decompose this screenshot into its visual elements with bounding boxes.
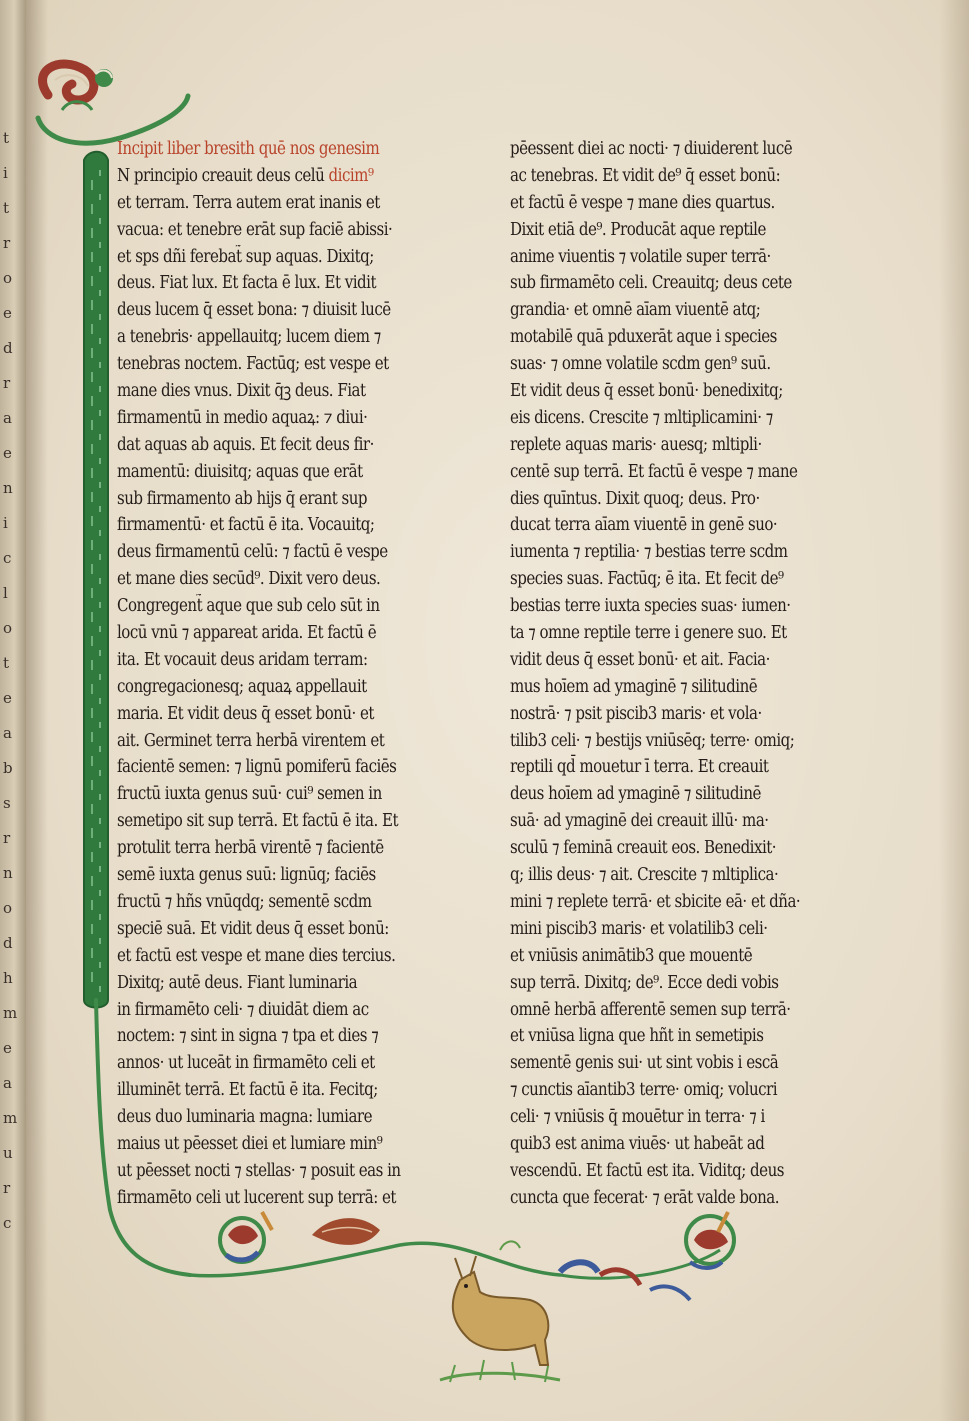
facing-page-line: c [3,550,12,566]
facing-page-line: c [3,1215,12,1231]
text-line: Dixit etiā de⁹. Producāt aque reptile [510,219,766,240]
facing-page-line: t [3,200,10,216]
line-text: deus. Fiat lux. Et facta ē lux. Et vidit [117,273,376,294]
deer-drawing [440,1241,560,1382]
text-line: species suas. Factūq; ē ita. Et fecit de⁹ [510,569,784,590]
text-line [117,459,447,486]
text-line: iumenta ⁊ reptilia· ⁊ bestias terre scdm [510,542,788,563]
text-line: vescendū. Et factū est ita. Viditq; deus [510,1160,784,1181]
text-line: sub firmamēto celi. Creauitq; deus cete [510,273,792,294]
line-text: Dixitq; autē deus. Fiant luminaria [117,972,358,993]
line-text: maius ut pēesset diei et lumiare min⁹ [117,1133,383,1154]
text-line [117,1158,447,1185]
line-text: Congregent̃ aque que sub celo sūt in [117,596,380,617]
text-line [117,136,447,163]
text-line [117,244,447,271]
text-line: reptili qd̄ mouetur ī terra. Et creauit [510,757,769,778]
text-line [117,1023,447,1050]
line-text: et factū est vespe et mane dies tercius. [117,945,396,966]
text-line [117,351,447,378]
text-line [117,1050,447,1077]
text-line: et factū ē vespe ⁊ mane dies quartus. [510,192,775,213]
line-text: maria. Et vidit deus q̄ esset bonū· et [117,703,374,724]
line-text: et sps dñi ferebat̃ sup aquas. Dixitq; [117,246,374,267]
text-line: mus hoīem ad ymaginē ⁊ silitudinē [510,676,758,697]
text-line [117,486,447,513]
bottom-flourish-right [686,1212,734,1268]
text-line [117,1077,447,1104]
text-line [117,862,447,889]
text-line: quib3 est anima viuēs· ut habeāt ad [510,1133,765,1154]
text-line [117,324,447,351]
page-edge-shadow [939,0,969,1421]
line-text: fructū iuxta genus suū· cui⁹ semen in [117,784,382,805]
top-flourish [38,64,188,143]
text-line [117,190,447,217]
text-line [117,405,447,432]
facing-page-line: s [3,795,11,811]
text-line [117,943,447,970]
facing-page-line: a [3,1075,12,1091]
line-text: fructū ⁊ hñs vnūqdq; sementē scdm [117,891,372,912]
facing-page-line: d [3,935,13,951]
line-text: a tenebris· appellauitq; lucem diem ⁊ [117,327,381,348]
text-line [117,916,447,943]
text-line [117,1185,447,1212]
text-line [117,297,447,324]
facing-page-line: e [3,305,12,321]
facing-page-line: i [3,515,8,531]
text-line [117,432,447,459]
text-line: ac tenebras. Et vidit de⁹ q̄ esset bonū: [510,165,781,186]
line-text: tenebras noctem. Factūq; est vespe et [117,354,389,375]
text-line: anime viuentis ⁊ volatile super terrā· [510,246,771,267]
text-line: sup terrā. Dixitq; de⁹. Ecce dedi vobis [510,972,779,993]
line-text: noctem: ⁊ sint in signa ⁊ tpa et dies ⁊ [117,1026,379,1047]
line-text: et mane dies secūd⁹. Dixit vero deus. [117,569,381,590]
line-text: semē iuxta genus suū: lignūq; faciēs [117,865,376,886]
facing-page-line: n [3,865,13,881]
line-text: facientē semen: ⁊ lignū pomiferū faciēs [117,757,397,778]
text-line [117,163,447,190]
facing-page-line: n [3,480,13,496]
text-line: centē sup terrā. Et factū ē vespe ⁊ mane [510,461,798,482]
line-text: in firmamēto celi· ⁊ diuidāt diem ac [117,999,369,1020]
facing-page-line: e [3,1040,12,1056]
text-line: mini piscib3 maris· et volatilib3 celi· [510,918,768,939]
text-line: dies quīntus. Dixit quoq; deus. Pro· [510,488,760,509]
text-line: grandia· et omnē aīam viuentē atq; [510,300,761,321]
line-text: speciē suā. Et vidit deus q̄ esset bonū: [117,918,389,939]
line-text: annos· ut luceāt in firmamēto celi et [117,1053,375,1074]
text-line: motabilē quā pduxerāt aque i species [510,327,777,348]
line-text: firmamēto celi ut lucerent sup terrā: et [117,1187,396,1208]
text-line: ta ⁊ omne reptile terre i genere suo. Et [510,623,787,644]
facing-page-line: a [3,410,12,426]
text-line: et vniūsis animātib3 que mouentē [510,945,753,966]
text-line: omnē herbā afferentē semen sup terrā· [510,999,791,1020]
text-line [117,270,447,297]
facing-page-line: e [3,690,12,706]
facing-page-line: e [3,445,12,461]
facing-page-edge [0,0,26,1421]
facing-page-line: l [3,585,8,601]
text-line: nostrā· ⁊ psit piscib3 maris· et vola· [510,703,762,724]
line-text: deus firmamentū celū: ⁊ factū ē vespe [117,542,388,563]
facing-page-line: o [3,620,13,636]
text-line: cuncta que fecerat· ⁊ erāt valde bona. [510,1187,779,1208]
text-line: celi· ⁊ vniūsis q̄ mouētur in terra· ⁊ i [510,1107,765,1128]
line-text: dat aquas ab aquis. Et fecit deus fir· [117,434,374,455]
text-line: ducat terra aīam viuentē in genē suo· [510,515,778,536]
facing-page-line: t [3,655,10,671]
text-line: mini ⁊ replete terrā· et sbicite eā· et dña· [510,891,801,912]
facing-page-line: o [3,900,13,916]
line-text: deus duo luminaria magna: lumiare [117,1107,372,1128]
text-line [117,539,447,566]
text-line [117,674,447,701]
text-line: tilib3 celi· ⁊ bestijs vniūsēq; terre· omiq; [510,730,795,751]
bottom-flourish-center [560,1262,690,1300]
line-text: protulit terra herbā virentē ⁊ facientē [117,838,384,859]
facing-page-line: o [3,270,13,286]
facing-page-line: d [3,340,13,356]
facing-page-line: a [3,725,12,741]
facing-page-line: r [3,235,11,251]
text-line [117,754,447,781]
line-text: congregacionesq; aquaꝝ appellauit [117,676,367,697]
line-text: ait. Germinet terra herbā virentem et [117,730,385,751]
text-line [117,970,447,997]
facing-page-line: u [3,1145,13,1161]
text-line: Et vidit deus q̄ esset bonū· benedixitq; [510,381,783,402]
line-text: deus lucem q̄ esset bona: ⁊ diuisit lucē [117,300,391,321]
line-text: mane dies vnus. Dixit q̄ꝫ deus. Fiat [117,381,366,402]
facing-page-line: r [3,830,11,846]
line-text: et terram. Terra autem erat inanis et [117,192,380,213]
text-line [117,593,447,620]
text-line [117,647,447,674]
text-line: suā· ad ymaginē dei creauit illū· ma· [510,811,769,832]
line-text: mamentū: diuisitq; aquas que erāt [117,461,363,482]
facing-page-line: i [3,165,8,181]
text-line: deus hoīem ad ymaginē ⁊ silitudinē [510,784,761,805]
left-text-column [117,136,447,1212]
facing-page-line: r [3,375,11,391]
rubric-heading: Incipit liber bresith quē nos genesim [117,139,380,159]
text-line: suas· ⁊ omne volatile scdm gen⁹ suū. [510,354,771,375]
text-line [117,512,447,539]
text-line [117,808,447,835]
text-line [117,1131,447,1158]
text-line [117,378,447,405]
line-text: firmamentū in medio aquaꝝ: ⁊ diui· [117,407,368,428]
text-line: replete aquas maris· auesq; mltipli· [510,434,762,455]
text-line [117,889,447,916]
facing-page-line: m [3,1005,18,1021]
facing-page-line: h [3,970,13,986]
text-line [117,701,447,728]
line-text: locū vnū ⁊ appareat arida. Et factū ē [117,623,377,644]
line-text: ita. Et vocauit deus aridam terram: [117,649,368,670]
text-line [117,620,447,647]
line-text: ut pēesset nocti ⁊ stellas· ⁊ posuit eas in [117,1160,401,1181]
text-line [117,781,447,808]
text-line: sementē genis sui· ut sint vobis i escā [510,1053,779,1074]
text-line: vidit deus q̄ esset bonū· et ait. Facia· [510,649,770,670]
text-line [117,1104,447,1131]
text-line [117,835,447,862]
rubric-note: dicim⁹ [328,165,374,186]
text-line [117,217,447,244]
facing-page-line: r [3,1180,11,1196]
line-text: illuminēt terrā. Et factū ē ita. Fecitq; [117,1080,378,1101]
right-text-column [510,136,840,1212]
text-line [117,566,447,593]
line-text: firmamentū· et factū ē ita. Vocauitq; [117,515,375,536]
text-line: eis dicens. Crescite ⁊ mltiplicamini· ⁊ [510,407,773,428]
text-line: sculū ⁊ feminā creauit eos. Benedixit· [510,838,777,859]
facing-page-line: b [3,760,13,776]
text-line: q; illis deus· ⁊ ait. Crescite ⁊ mltiplica· [510,865,779,886]
line-text: semetipo sit sup terrā. Et factū ē ita. Et [117,811,399,832]
text-line [117,728,447,755]
line-text: vacua: et tenebre erāt sup faciē abissi· [117,219,393,240]
text-line: pēessent diei ac nocti· ⁊ diuiderent lucē [510,139,793,159]
text-line: et vniūsa ligna que hñt in semetipis [510,1026,764,1047]
facing-page-line: t [3,130,10,146]
line-text: sub firmamento ab hijs q̄ erant sup [117,488,368,509]
bottom-flourish-leaf [312,1218,380,1245]
gutter-shadow [26,0,48,1421]
text-line: bestias terre iuxta species suas· iumen· [510,596,791,617]
line-text: N principio creauit deus celū [117,165,329,186]
bottom-flourish-left [220,1212,272,1262]
text-line [117,997,447,1024]
text-line: ⁊ cunctis aīantib3 terre· omiq; volucri [510,1080,778,1101]
facing-page-line: m [3,1110,18,1126]
